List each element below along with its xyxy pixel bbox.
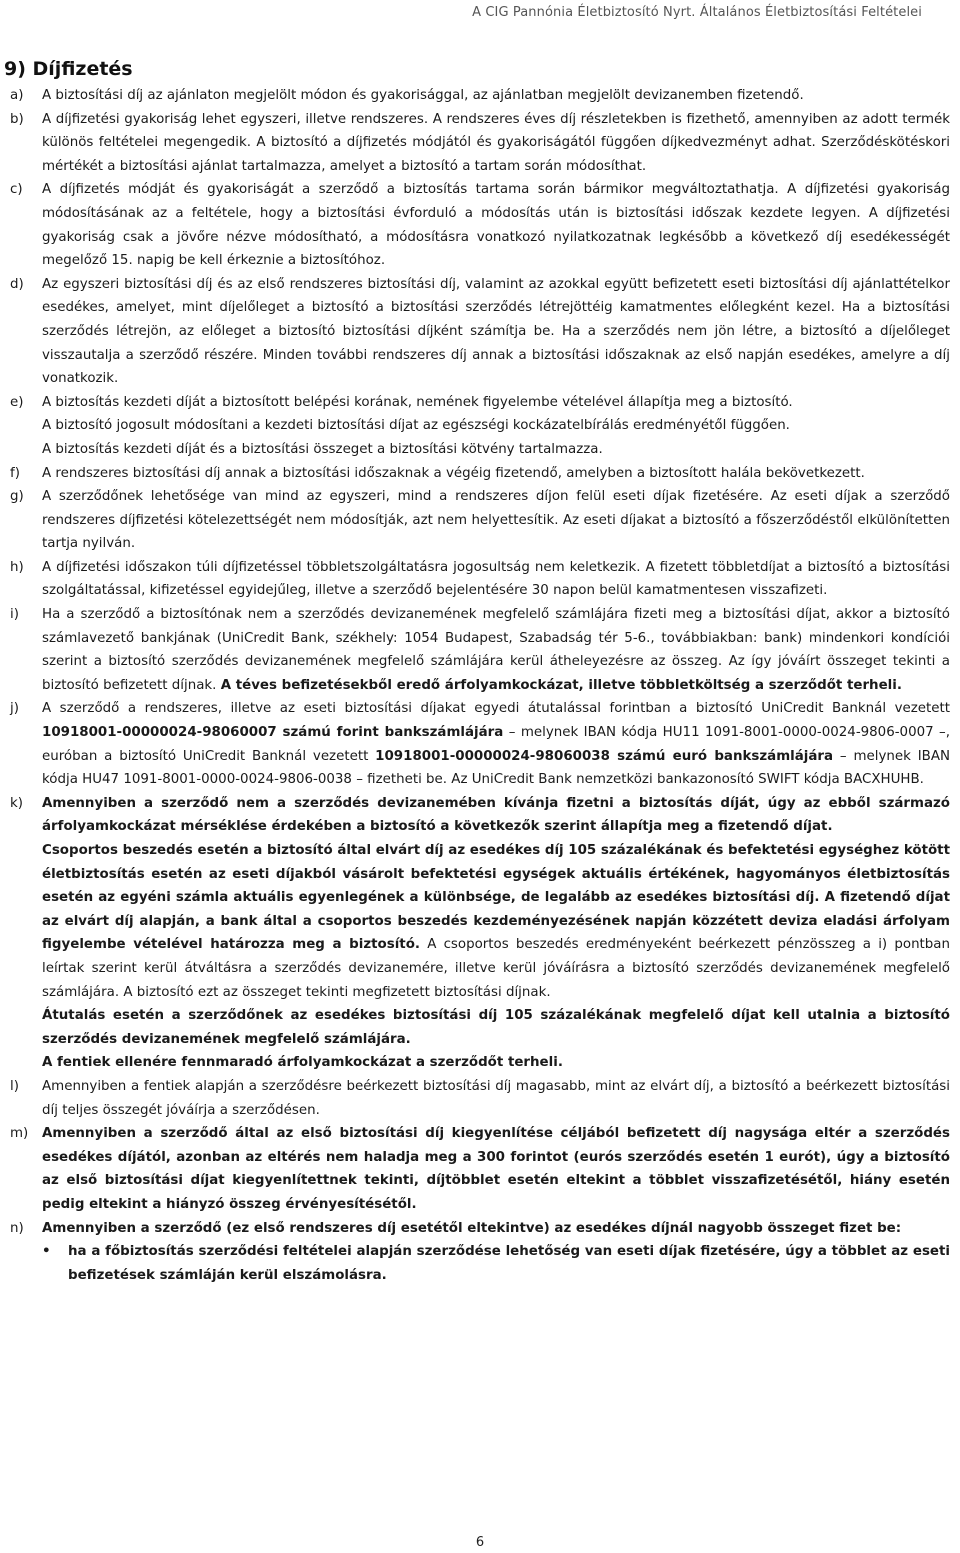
clause-text: Amennyiben a szerződő által az első biztosítási díj kiegyenlítése céljából befizetett díj nagysága eltér a szerződés esedékes díjától, azonban az eltérés nem haladja meg a 300 forintot (eurós szerződés esetén 1 eurót), úgy a biztosító az első biztosítási díjat kiegyenlítettnek tekinti, díjtöbblet esetén eltekint a többlet visszafizetésétől, hiány esetén pedig eltekint a hiányzó összeg érvényesítésétől.	[42, 1126, 950, 1212]
clause-text	[42, 603, 950, 697]
clause-j-text-1: A szerződő a rendszeres, illetve az eseti biztosítási díjakat egyedi átutalással forintban a biztosító UniCredit Banknál vezetett	[42, 701, 950, 717]
clause-text	[42, 697, 950, 791]
clause-text: A szerződőnek lehetősége van mind az egyszeri, mind a rendszeres díjon felül eseti díjak fizetésére. Az eseti díjak a szerződő rendszeres díjfizetési kötelezettségét nem módosítják, azt nem helyettesítik. Az eseti díjakat a biztosító a főszerződéstől elkülönítetten tartja nyilván.	[42, 489, 950, 552]
clause-label: g)	[10, 489, 24, 505]
clause-label: b)	[10, 111, 24, 127]
clause-label: k)	[10, 795, 23, 811]
clause-e-line-2: A biztosító jogosult módosítani a kezdeti biztosítási díjat az egészségi kockázatelbírálás eredményétől függően.	[42, 418, 790, 434]
clause-d	[10, 273, 950, 391]
clause-l	[10, 1075, 950, 1122]
forint-account: 10918001-00000024-98060007 számú forint bankszámlájára	[42, 725, 504, 741]
clause-label: d)	[10, 276, 24, 292]
clause-text: Az egyszeri biztosítási díj és az első rendszeres biztosítási díj, valamint az azokkal együtt befizetett eseti biztosítási díj ajánlattételkor esedékes, amelyet, mint díjelőleget a biztosító a biztosítási szerződés létrejöttéig kamatmentes előlegként kezel. Ha a biztosítási szerződés létrejön, az előleget a biztosító biztosítási díjként számítja be. Ha a szerződés nem jön létre, a biztosító a díjelőleget visszautalja a szerződő részére. Minden további rendszeres díj annak a biztosítási időszaknak az első napján esedékes, amelyre a díj vonatkozik.	[42, 276, 950, 387]
clause-text: Amennyiben a fentiek alapján a szerződésre beérkezett biztosítási díj magasabb, mint az elvárt díj, a biztosító a beérkezett biztosítási díj teljes összegét jóváírja a szerződésen.	[42, 1078, 950, 1118]
clause-j-text-3: – melynek IBAN kódja HU47 1091-8001-0000-0024-9806-0038 – fizetheti be. Az UniCredit Bank nemzetközi bankazonosító SWIFT kódja BACXHUHB.	[42, 748, 951, 788]
clause-k	[10, 792, 950, 839]
bullet-icon: •	[42, 1244, 51, 1260]
document-body	[10, 84, 950, 1287]
clause-b	[10, 108, 950, 179]
clause-m	[10, 1122, 950, 1216]
clause-text: A biztosítási díj az ajánlaton megjelölt módon és gyakorisággal, az ajánlatban megjelölt devizanemben fizetendő.	[42, 88, 804, 103]
clause-label: i)	[10, 607, 19, 623]
clause-e-line-3: A biztosítás kezdeti díját és a biztosítási összeget a biztosítási kötvény tartalmazza.	[42, 441, 603, 457]
clause-label: a)	[10, 88, 24, 103]
clause-h	[10, 556, 950, 603]
clause-text: Amennyiben a szerződő nem a szerződés devizanemében kívánja fizetni a biztosítás díját, úgy az ebből származó árfolyamkockázat mérséklése érdekében a biztosító a következők szerint állapítja meg a fizetendő díjat.	[42, 795, 950, 835]
clause-j	[10, 697, 950, 791]
clause-f	[10, 462, 950, 486]
clause-n	[10, 1217, 950, 1241]
clause-i	[10, 603, 950, 697]
euro-account: 10918001-00000024-98060038 számú euró bankszámlájára	[375, 748, 834, 764]
clause-i-text: Ha a szerződő a biztosítónak nem a szerződés devizanemének megfelelő számlájára fizeti meg a biztosítási díjat, akkor a biztosító számlavezető bankjának (UniCredit Bank, székhely: 1054 Budapest, Szabadság tér 5-6., továbbiakban: bank) mindenkori kondíciói szerint a biztosító szerződés devizanemének megfelelő számlájára kerül átheleyezésre az összeg. Az így jóváírt összeget tekinti a biztosító befizetett díjnak.	[42, 607, 950, 693]
clause-j-text-2: – melynek IBAN kódja HU11 1091-8001-0000-0024-9806-0007 –, euróban a biztosító UniCredit Banknál vezetett	[42, 725, 950, 764]
clause-e-line-1: A biztosítás kezdeti díját a biztosított belépési korának, nemének figyelembe vételével állapítja meg a biztosító.	[42, 394, 793, 410]
clause-label: f)	[10, 465, 20, 481]
clause-text: A díjfizetési időszakon túli díjfizetéssel többletszolgáltatásra jogosultság nem keletkezik. A fizetett többletdíjat a biztosító a biztosítási szolgáltatással, kifizetéssel egyidejűleg, illetve a szerződő bejelentésére 30 napon belül kamatmentesen visszafizeti.	[42, 559, 950, 599]
clause-text: A díjfizetés módját és gyakoriságát a szerződő a biztosítás tartama során bármikor megváltoztathatja. A díjfizetési gyakoriság módosításának az a feltétele, hogy a biztosítási évforduló a módosítás után is biztosítási időszak kezdete legyen. A díjfizetési gyakoriság csak a jövőre nézve módosítható, a módosításra vonatkozó nyilatkozatnak legkésőbb a következő díj esedékességét megelőző 15. napig be kell érkeznie a biztosítóhoz.	[42, 182, 950, 269]
clause-label: n)	[10, 1220, 24, 1236]
clause-k-paragraph-4: A fentiek ellenére fennmaradó árfolyamkockázat a szerződőt terheli.	[42, 1055, 563, 1071]
running-header: A CIG Pannónia Életbiztosító Nyrt. Általános Életbiztosítási Feltételei	[472, 5, 922, 20]
clause-a	[10, 84, 950, 108]
clause-text	[42, 391, 950, 462]
clause-label: j)	[10, 701, 19, 717]
clause-c	[10, 178, 950, 272]
clause-k-paragraph-2	[42, 839, 950, 1004]
bullet-text: ha a főbiztosítás szerződési feltételei alapján szerződése lehetőség van eseti díjak fizetésére, úgy a többlet az eseti befizetések számláján kerül elszámolásra.	[68, 1244, 950, 1283]
clause-text: A rendszeres biztosítási díj annak a biztosítási időszaknak a végéig fizetendő, amelyben a biztosított halála bekövetkezett.	[42, 465, 865, 481]
bullet-item	[42, 1240, 950, 1287]
clause-label: m)	[10, 1126, 29, 1142]
section-title: 9) Díjfizetés	[4, 58, 133, 80]
clause-g	[10, 485, 950, 556]
clause-k-bold: Csoportos beszedés esetén a biztosító által elvárt díj az esedékes díj 105 százalékának és befektetési egységhez kötött életbiztosítás esetén az eseti díjakból vásárolt befektetési egységek aktuális értékének, hagyományos életbiztosítás esetén az egyéni számla aktuális egyenlegének a különbsége, de legalább az esedékes biztosítási díj. A fizetendő díjat az elvárt díj alapján, a bank által a csoportos beszedés kezdeményezésének napján közzétett deviza eladási árfolyam figyelembe vételével határozza meg a biztosító.	[42, 843, 950, 953]
clause-k-text: A csoportos beszedés eredményeként beérkezett pénzösszeg a i) pontban leírtak szerint kerül átváltásra a szerződés devizanemére, illetve kerül jóváírásra a biztosító szerződés devizanemének megfelelő számlájára. A biztosító ezt az összeget tekinti megfizetett biztosítási díjnak.	[42, 937, 950, 1000]
clause-e	[10, 391, 950, 462]
clause-text: Amennyiben a szerződő (ez első rendszeres díj esetétől eltekintve) az esedékes díjnál nagyobb összeget fizet be:	[42, 1220, 902, 1236]
clause-k-paragraph-3: Átutalás esetén a szerződőnek az esedékes biztosítási díj 105 százalékának megfelelő díjat kell utalnia a biztosító szerződés devizanemének megfelelő számlájára.	[42, 1008, 950, 1047]
clause-label: l)	[10, 1078, 19, 1094]
clause-label: h)	[10, 559, 24, 575]
page-number: 6	[475, 1535, 485, 1550]
clause-label: e)	[10, 394, 24, 410]
clause-i-warning: A téves befizetésekből eredő árfolyamkockázat, illetve többletköltség a szerződőt terheli.	[220, 677, 902, 693]
clause-text: A díjfizetési gyakoriság lehet egyszeri, illetve rendszeres. A rendszeres éves díj részletekben is fizethető, amennyiben az adott termék különös feltételei megengedik. A biztosító a díjfizetés módjától és gyakoriságától függően díjkedvezményt adhat. Szerződéskötéskori mértékét a biztosítási ajánlat tartalmazza, amelyet a biztosító a tartam során módosíthat.	[42, 111, 950, 174]
clause-label: c)	[10, 182, 23, 198]
